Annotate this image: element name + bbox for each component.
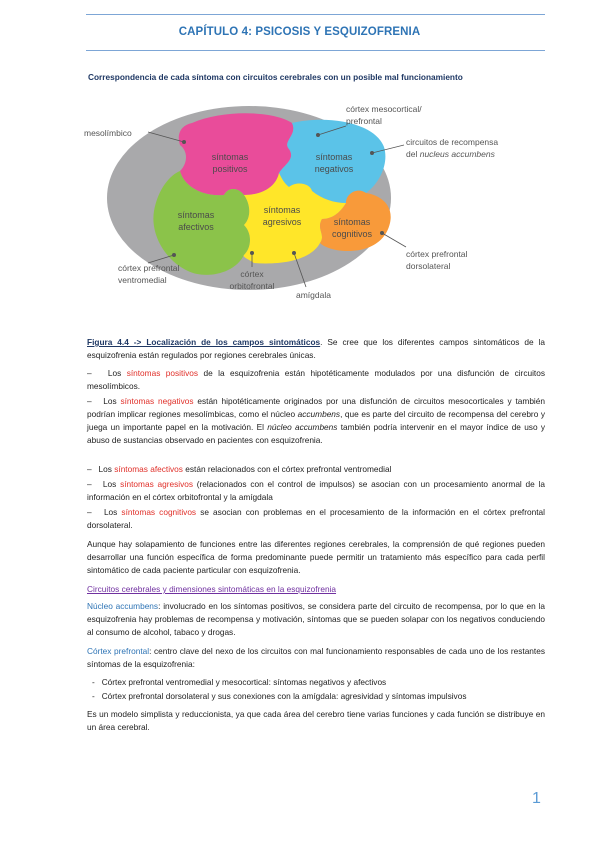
label-agresivos-2: agresivos (262, 217, 302, 227)
figure-description: Figura 4.4 -> Localización de los campos sintomáticos. Se cree que los diferentes campos sintomáticos de la esquizofrenia están regulados por regiones cerebrales únicas. (87, 337, 545, 360)
paragraph-overlap: Aunque hay solapamiento de funciones entre las diferentes regiones cerebrales, la comprensión de qué regiones pueden desarrollar una función específica de forma predominante puede permitir un tratamiento más específico para cada perfil sintomático de cada paciente particular con esquizofrenia. (87, 539, 545, 575)
label-orbitofrontal-1: córtex (240, 269, 264, 279)
bullet-positivos: – Los síntomas positivos de la esquizofrenia están hipotéticamente modulados por una disfunción de circuitos mesolímbicos. (87, 368, 545, 391)
term-nucleo-accumbens: Núcleo accumbens (87, 601, 159, 611)
bullet-afectivos: – Los síntomas afectivos están relacionados con el córtex prefrontal ventromedial (87, 464, 392, 474)
paragraph-closing: Es un modelo simplista y reduccionista, ya que cada área del cerebro tiene varias funciones y cada función se distribuye en un área cerebral. (87, 709, 545, 732)
label-negativos-2: negativos (314, 164, 354, 174)
page-number: 1 (532, 790, 541, 807)
label-pf-dorsolateral-2: dorsolateral (406, 261, 451, 271)
section-heading: Circuitos cerebrales y dimensiones sintomáticas en la esquizofrenia (87, 584, 337, 594)
sub-item-1: - Córtex prefrontal ventromedial y mesocortical: síntomas negativos y afectivos (92, 677, 387, 687)
label-pf-ventromedial-1: córtex prefrontal (118, 263, 180, 273)
label-mesocortical-2: prefrontal (346, 116, 382, 126)
bullet-agresivos: – Los síntomas agresivos (relacionados con el control de impulsos) se asocian con un procesamiento anormal de la información en el córtex orbitofrontal y la amígdala (87, 479, 545, 502)
label-recompensa-1: circuitos de recompensa (406, 137, 499, 147)
bullet-negativos: – Los síntomas negativos están hipotéticamente originados por una disfunción de circuitos mesocorticales y también podrían implicar regiones mesolímbicas, como el núcleo accumbens, que es parte del circuito de recompensa del cerebro y juega un importante papel en la motivación. El núcleo accumbens también podría intervenir en el mayor índice de uso y abuso de sustancias observado en pacientes con esquizofrenia. (87, 396, 546, 445)
label-afectivos-1: síntomas (177, 210, 215, 220)
label-mesocortical-1: córtex mesocortical/ (346, 104, 422, 114)
label-positivos-1: síntomas (211, 152, 249, 162)
bullet-cognitivos: – Los síntomas cognitivos se asocian con problemas en el procesamiento de la información en el córtex prefrontal dorsolateral. (87, 507, 545, 530)
sub-item-2: - Córtex prefrontal dorsolateral y sus conexiones con la amígdala: agresividad y síntomas impulsivos (92, 691, 467, 701)
label-amigdala: amígdala (296, 290, 331, 300)
paragraph-cortex-prefrontal: Córtex prefrontal: centro clave del nexo de los circuitos con mal funcionamiento responsables de cada uno de los restantes síntomas de la esquizofrenia: (87, 646, 545, 669)
header-rule-top (86, 14, 545, 15)
symptom-brain-diagram (84, 95, 554, 320)
header-rule-bottom (86, 50, 545, 51)
chapter-title: CAPÍTULO 4: PSICOSIS Y ESQUIZOFRENIA (178, 26, 421, 38)
label-agresivos-1: síntomas (263, 205, 301, 215)
label-orbitofrontal-2: orbitofrontal (229, 281, 275, 291)
figure-caption: Correspondencia de cada síntoma con circuitos cerebrales con un posible mal funcionamiento (88, 72, 463, 82)
label-negativos-1: síntomas (315, 152, 353, 162)
figure-reference: Figura 4.4 -> Localización de los campos sintomáticos (87, 337, 321, 347)
label-afectivos-2: afectivos (178, 222, 214, 232)
label-pf-ventromedial-2: ventromedial (118, 275, 167, 285)
label-recompensa-2: del nucleus accumbens (406, 149, 495, 159)
label-mesolimbico: mesolímbico (84, 128, 132, 138)
paragraph-nucleo-accumbens: Núcleo accumbens: involucrado en los síntomas positivos, se considera parte del circuito de recompensa, por lo que en la esquizofrenia hay problemas de recompensa y motivación, síntomas que se pueden solapar con los negativos conduciendo al consumo de alcohol, tabaco y drogas. (87, 601, 545, 637)
label-positivos-2: positivos (212, 164, 248, 174)
label-cognitivos-2: cognitivos (331, 229, 373, 239)
label-pf-dorsolateral-1: córtex prefrontal (406, 249, 468, 259)
term-cortex-prefrontal: Córtex prefrontal (87, 646, 150, 656)
label-cognitivos-1: síntomas (333, 217, 371, 227)
